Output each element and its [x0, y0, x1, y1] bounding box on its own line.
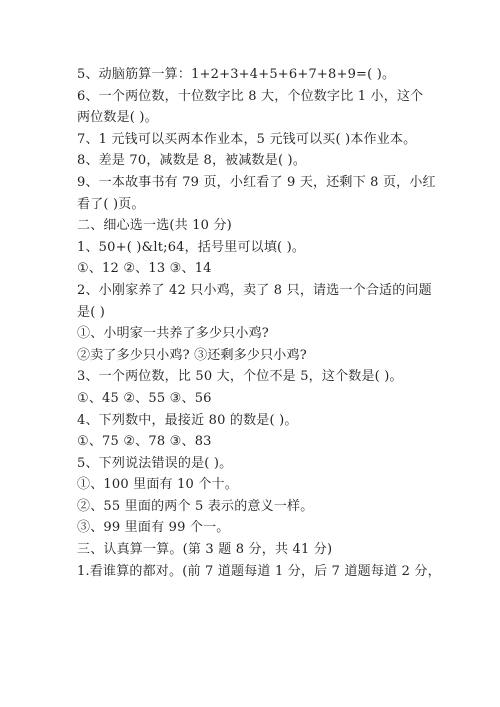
choice-question-2-continued: 是( ) — [77, 304, 106, 320]
document-body — [77, 64, 441, 582]
choice-question-3: 3、一个两位数，比 50 大，个位不是 5，这个数是( )。 — [77, 369, 403, 385]
question-line-6-continued: 两位数是( )。 — [77, 110, 158, 126]
section-title-choose: 二、细心选一选(共 10 分) — [77, 218, 232, 234]
calculate-question-1: 1.看谁算的都对。(前 7 道题每道 1 分，后 7 道题每道 2 分， — [77, 563, 441, 579]
question-line-7-notebooks: 7、1 元钱可以买两本作业本，5 元钱可以买( )本作业本。 — [77, 131, 417, 147]
choice-question-2: 2、小刚家养了 42 只小鸡，卖了 8 只，请选一个合适的问题 — [77, 282, 432, 298]
choice-question-1: 1、50+( )&lt;64，括号里可以填( )。 — [77, 239, 306, 255]
choice-options-2-a: ①、小明家一共养了多少只小鸡? — [77, 326, 269, 342]
choice-options-5-b: ②、55 里面的两个 5 表示的意义一样。 — [77, 498, 314, 514]
choice-options-1: ①、12 ②、13 ③、14 — [77, 261, 212, 277]
choice-options-5-c: ③、99 里面有 99 个一。 — [77, 520, 230, 536]
question-line-9-storybook: 9、一本故事书有 79 页，小红看了 9 天，还剩下 8 页，小红 — [77, 174, 436, 190]
choice-options-2-b: ②卖了多少只小鸡? ③还剩多少只小鸡? — [77, 347, 307, 363]
question-line-9-continued: 看了( )页。 — [77, 196, 145, 212]
choice-question-4: 4、下列数中，最接近 80 的数是( )。 — [77, 412, 298, 428]
question-line-6-two-digit: 6、一个两位数，十位数字比 8 大，个位数字比 1 小，这个 — [77, 88, 424, 104]
choice-options-5-a: ①、100 里面有 10 个十。 — [77, 477, 238, 493]
choice-options-4: ①、75 ②、78 ③、83 — [77, 434, 212, 450]
choice-question-5: 5、下列说法错误的是( )。 — [77, 455, 233, 471]
section-title-calculate: 三、认真算一算。(第 3 题 8 分，共 41 分) — [77, 542, 333, 558]
question-line-5-mental-sum: 5、动脑筋算一算：1+2+3+4+5+6+7+8+9=( )。 — [77, 67, 396, 82]
question-line-8-subtraction: 8、差是 70，减数是 8，被减数是( )。 — [77, 153, 307, 169]
choice-options-3: ①、45 ②、55 ③、56 — [77, 390, 212, 406]
